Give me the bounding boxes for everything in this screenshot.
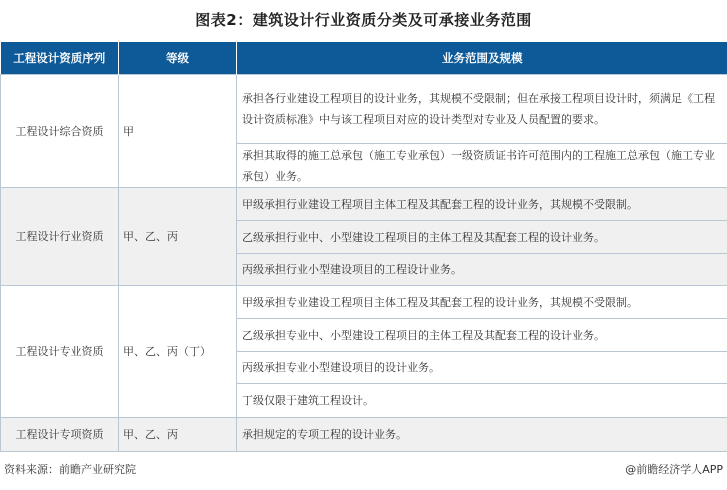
page-title: 图表2：建筑设计行业资质分类及可承接业务范围 bbox=[195, 11, 532, 29]
business-scope: 丙级承担行业小型建设项目的工程设计业务。 bbox=[237, 254, 727, 286]
qualification-grade: 甲、乙、丙 bbox=[119, 418, 237, 452]
qualification-name: 工程设计专业资质 bbox=[1, 286, 119, 418]
business-scope: 承担各行业建设工程项目的设计业务，其规模不受限制；但在承接工程项目设计时，须满足《工程设计资质标准》中与该工程项目对应的设计类型对专业及人员配置的要求。 bbox=[237, 75, 727, 144]
qualification-name: 工程设计行业资质 bbox=[1, 188, 119, 286]
qualification-table bbox=[0, 42, 727, 452]
table-row bbox=[1, 418, 727, 452]
table-row bbox=[1, 188, 727, 221]
table-row bbox=[1, 75, 727, 144]
brand-credit: @前瞻经济学人APP bbox=[625, 463, 723, 476]
business-scope: 乙级承担专业中、小型建设工程项目的主体工程及其配套工程的设计业务。 bbox=[237, 319, 727, 352]
footer bbox=[0, 461, 727, 479]
business-scope: 甲级承担行业建设工程项目主体工程及其配套工程的设计业务，其规模不受限制。 bbox=[237, 188, 727, 221]
business-scope: 甲级承担专业建设工程项目主体工程及其配套工程的设计业务，其规模不受限制。 bbox=[237, 286, 727, 319]
business-scope: 丁级仅限于建筑工程设计。 bbox=[237, 384, 727, 418]
business-scope: 承担其取得的施工总承包（施工专业承包）一级资质证书许可范围内的工程施工总承包（施工专业承包）业务。 bbox=[237, 144, 727, 188]
qualification-grade: 甲、乙、丙 bbox=[119, 188, 237, 286]
header-grade: 等级 bbox=[119, 42, 237, 75]
source-note: 资料来源：前瞻产业研究院 bbox=[4, 463, 136, 476]
header-business-scope: 业务范围及规模 bbox=[237, 42, 727, 75]
header-qualification-series: 工程设计资质序列 bbox=[1, 42, 119, 75]
qualification-grade: 甲 bbox=[119, 75, 237, 188]
qualification-name: 工程设计综合资质 bbox=[1, 75, 119, 188]
qualification-name: 工程设计专项资质 bbox=[1, 418, 119, 452]
business-scope: 丙级承担专业小型建设项目的设计业务。 bbox=[237, 352, 727, 384]
business-scope: 承担规定的专项工程的设计业务。 bbox=[237, 418, 727, 452]
qualification-grade: 甲、乙、丙（丁） bbox=[119, 286, 237, 418]
table-header-row bbox=[1, 42, 727, 75]
table-row bbox=[1, 286, 727, 319]
business-scope: 乙级承担行业中、小型建设工程项目的主体工程及其配套工程的设计业务。 bbox=[237, 221, 727, 254]
